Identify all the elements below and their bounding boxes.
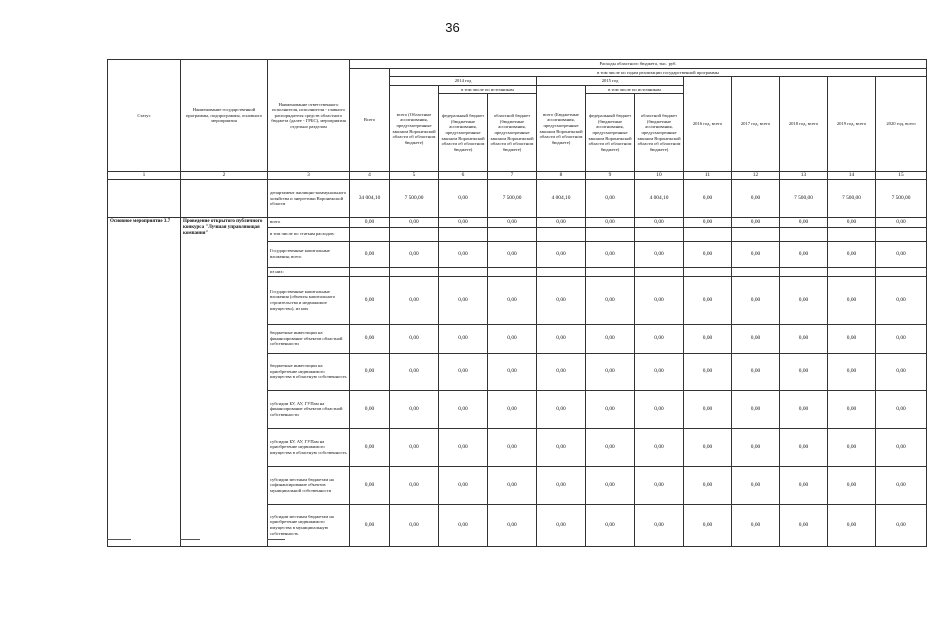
col-number: 3 — [268, 172, 350, 180]
row-label: субсидии местным бюджетам на софинансирование объектов муниципальной собственности — [268, 466, 350, 504]
row-value: 0,00 — [390, 217, 439, 227]
budget-table — [107, 59, 927, 547]
row-value: 0,00 — [350, 390, 390, 428]
carryover-value: 0,00 — [586, 179, 635, 217]
row-label: субсидии БУ, АУ, ГУПам на приобретение недвижимого имущества в областную собственность — [268, 428, 350, 466]
row-value: 0,00 — [876, 466, 927, 504]
row-value: 0,00 — [439, 353, 488, 390]
header-year-2015: 2015 год — [537, 77, 684, 86]
row-value: 0,00 — [876, 428, 927, 466]
row-value: 0,00 — [876, 324, 927, 353]
row-value: 0,00 — [537, 353, 586, 390]
row-value: 0,00 — [780, 241, 828, 267]
header-2014-federal: федеральный бюджет (бюджетные ассигнования, предусмотренные законом Воронежской области об областном бюджете) — [439, 94, 488, 172]
row-value: 0,00 — [876, 504, 927, 546]
row-value: 0,00 — [732, 353, 780, 390]
carryover-value: 7 500,00 — [390, 179, 439, 217]
carryover-value: 7 500,00 — [488, 179, 537, 217]
row-value: 0,00 — [390, 466, 439, 504]
row-value: 0,00 — [537, 276, 586, 324]
row-value: 0,00 — [780, 353, 828, 390]
row-value: 0,00 — [586, 353, 635, 390]
row-label: всего — [268, 217, 350, 227]
col-number: 9 — [586, 172, 635, 180]
carryover-value: 4 004,10 — [635, 179, 684, 217]
row-label: субсидии местным бюджетам на приобретение недвижимого имущества в муниципальную собственность — [268, 504, 350, 546]
carryover-label: департамент жилищно-коммунального хозяйства и энергетики Воронежской области — [268, 179, 350, 217]
header-2014-incl: в том числе по источникам — [439, 85, 537, 94]
row-value: 0,00 — [537, 504, 586, 546]
header-2015-incl: в том числе по источникам — [586, 85, 684, 94]
row-value: 0,00 — [488, 466, 537, 504]
row-value: 0,00 — [635, 390, 684, 428]
row-value: 0,00 — [684, 353, 732, 390]
row-value: 0,00 — [586, 466, 635, 504]
col-number: 11 — [684, 172, 732, 180]
row-value: 0,00 — [635, 353, 684, 390]
row-value: 0,00 — [390, 276, 439, 324]
col-number: 8 — [537, 172, 586, 180]
row-value: 0,00 — [780, 217, 828, 227]
row-value: 0,00 — [732, 241, 780, 267]
row-value: 0,00 — [828, 466, 876, 504]
row-value: 0,00 — [635, 466, 684, 504]
header-executor: Наименование ответственного исполнителя, исполнителя - главного распорядителя средств областного бюджета (далее - ГРБС), мероприятия отдельно разделам — [268, 60, 350, 172]
col-number: 4 — [350, 172, 390, 180]
row-value: 0,00 — [828, 324, 876, 353]
row-value: 0,00 — [537, 217, 586, 227]
row-value: 0,00 — [876, 217, 927, 227]
row-value: 0,00 — [350, 217, 390, 227]
row-value: 0,00 — [537, 428, 586, 466]
row-value: 0,00 — [732, 504, 780, 546]
row-value: 0,00 — [350, 241, 390, 267]
header-program-name: Наименование государственной программы, подпрограммы, основного мероприятия — [181, 60, 268, 172]
row-value: 0,00 — [828, 353, 876, 390]
page-number: 36 — [445, 20, 460, 35]
row-value: 0,00 — [828, 217, 876, 227]
row-value: 0,00 — [780, 466, 828, 504]
row-value: 0,00 — [780, 390, 828, 428]
row-value: 0,00 — [684, 466, 732, 504]
col-number: 1 — [108, 172, 181, 180]
row-value: 0,00 — [780, 504, 828, 546]
header-by-years: в том числе по годам реализации государственной программы — [390, 68, 927, 77]
row-value: 0,00 — [586, 428, 635, 466]
row-value: 0,00 — [732, 390, 780, 428]
row-value: 0,00 — [439, 466, 488, 504]
carryover-value: 0,00 — [439, 179, 488, 217]
row-value: 0,00 — [684, 504, 732, 546]
row-value: 0,00 — [439, 390, 488, 428]
row-label: Государственные капитальные вложения (объекты капитального строительства и недвижимое имущество), из них — [268, 276, 350, 324]
carryover-row — [108, 179, 927, 217]
row-label: из них: — [268, 267, 350, 276]
row-value: 0,00 — [439, 217, 488, 227]
row-value: 0,00 — [684, 276, 732, 324]
row-value: 0,00 — [635, 241, 684, 267]
row-value: 0,00 — [828, 428, 876, 466]
row-value: 0,00 — [732, 466, 780, 504]
row-value: 0,00 — [439, 428, 488, 466]
header-status: Статус — [108, 60, 181, 172]
row-value: 0,00 — [586, 241, 635, 267]
col-number: 15 — [876, 172, 927, 180]
col-number: 12 — [732, 172, 780, 180]
header-year-2020: 2020 год, всего — [876, 77, 927, 172]
col-number: 14 — [828, 172, 876, 180]
row-value: 0,00 — [488, 241, 537, 267]
row-label: бюджетные инвестиции на приобретение недвижимого имущества в областную собственность — [268, 353, 350, 390]
row-value: 0,00 — [684, 428, 732, 466]
row-value: 0,00 — [488, 324, 537, 353]
header-total: Всего — [350, 68, 390, 172]
header-year-2016: 2016 год, всего — [684, 77, 732, 172]
carryover-value: 7 500,00 — [876, 179, 927, 217]
carryover-value: 0,00 — [684, 179, 732, 217]
col-number: 7 — [488, 172, 537, 180]
page-bottom-marks — [107, 537, 876, 547]
carryover-value: 0,00 — [732, 179, 780, 217]
row-value: 0,00 — [876, 353, 927, 390]
row-value: 0,00 — [780, 428, 828, 466]
event-name: Проведение открытого публичного конкурса "Лучшая управляющая компания" — [181, 217, 268, 546]
col-number: 13 — [780, 172, 828, 180]
row-value: 0,00 — [635, 217, 684, 227]
row-value: 0,00 — [350, 324, 390, 353]
row-value: 0,00 — [828, 276, 876, 324]
row-value: 0,00 — [350, 428, 390, 466]
row-value: 0,00 — [876, 276, 927, 324]
col-number: 6 — [439, 172, 488, 180]
row-value: 0,00 — [635, 324, 684, 353]
table-row — [108, 217, 927, 227]
row-value: 0,00 — [350, 504, 390, 546]
row-value: 0,00 — [488, 390, 537, 428]
row-value: 0,00 — [586, 217, 635, 227]
row-value: 0,00 — [488, 504, 537, 546]
row-value: 0,00 — [488, 276, 537, 324]
row-label: субсидии БУ, АУ, ГУПам на финансирование объектов областной собственности — [268, 390, 350, 428]
header-2015-all: всего (Бюджетные ассигнования, предусмотренные законом Воронежской области об областном бюджете) — [537, 85, 586, 172]
row-value: 0,00 — [732, 428, 780, 466]
row-value: 0,00 — [350, 466, 390, 504]
row-value: 0,00 — [828, 241, 876, 267]
row-value: 0,00 — [390, 241, 439, 267]
row-value: 0,00 — [586, 390, 635, 428]
row-value: 0,00 — [439, 324, 488, 353]
header-year-2019: 2019 год, всего — [828, 77, 876, 172]
row-value: 0,00 — [876, 241, 927, 267]
col-number: 2 — [181, 172, 268, 180]
row-value: 0,00 — [684, 390, 732, 428]
row-value: 0,00 — [828, 504, 876, 546]
row-value: 0,00 — [488, 217, 537, 227]
header-year-2018: 2018 год, всего — [780, 77, 828, 172]
event-status: Основное мероприятие 3.7 — [108, 217, 181, 546]
row-value: 0,00 — [350, 276, 390, 324]
row-value: 0,00 — [586, 504, 635, 546]
row-value: 0,00 — [390, 390, 439, 428]
row-value: 0,00 — [439, 504, 488, 546]
row-value: 0,00 — [684, 241, 732, 267]
row-value: 0,00 — [537, 390, 586, 428]
row-value: 0,00 — [732, 217, 780, 227]
row-value: 0,00 — [732, 276, 780, 324]
row-value: 0,00 — [635, 276, 684, 324]
row-value: 0,00 — [586, 324, 635, 353]
row-value: 0,00 — [537, 241, 586, 267]
header-2015-regional: областной бюджет (бюджетные ассигнования, предусмотренные законом Воронежской области об областном бюджете) — [635, 94, 684, 172]
header-expenses-title: Расходы областного бюджета, тыс. руб. — [350, 60, 927, 69]
col-number: 10 — [635, 172, 684, 180]
row-value: 0,00 — [876, 390, 927, 428]
row-value: 0,00 — [537, 324, 586, 353]
row-label: в том числе по статьям расходов: — [268, 227, 350, 241]
row-value: 0,00 — [635, 504, 684, 546]
row-value: 0,00 — [684, 217, 732, 227]
row-value: 0,00 — [780, 324, 828, 353]
row-value: 0,00 — [828, 390, 876, 428]
row-value: 0,00 — [586, 276, 635, 324]
row-value: 0,00 — [780, 276, 828, 324]
carryover-value: 7 500,00 — [828, 179, 876, 217]
row-value: 0,00 — [390, 428, 439, 466]
carryover-value: 34 004,10 — [350, 179, 390, 217]
row-value: 0,00 — [537, 466, 586, 504]
row-label: бюджетные инвестиции на финансирование объектов областной собственности — [268, 324, 350, 353]
header-2014-all: всего (Областные ассигнования, предусмотренные законом Воронежской области об областном бюджете) — [390, 85, 439, 172]
row-value: 0,00 — [390, 504, 439, 546]
row-label: Государственные капитальные вложения, всего — [268, 241, 350, 267]
carryover-value: 4 004,10 — [537, 179, 586, 217]
row-value: 0,00 — [439, 276, 488, 324]
row-value: 0,00 — [350, 353, 390, 390]
row-value: 0,00 — [684, 324, 732, 353]
row-value: 0,00 — [732, 324, 780, 353]
row-value: 0,00 — [390, 353, 439, 390]
col-number: 5 — [390, 172, 439, 180]
header-year-2017: 2017 год, всего — [732, 77, 780, 172]
row-value: 0,00 — [488, 428, 537, 466]
carryover-value: 7 500,00 — [780, 179, 828, 217]
header-2014-regional: областной бюджет (бюджетные ассигнования, предусмотренные законом Воронежской области об областном бюджете) — [488, 94, 537, 172]
row-value: 0,00 — [488, 353, 537, 390]
row-value: 0,00 — [390, 324, 439, 353]
row-value: 0,00 — [439, 241, 488, 267]
header-2015-federal: федеральный бюджет (бюджетные ассигнования, предусмотренные законом Воронежской области об областном бюджете) — [586, 94, 635, 172]
header-year-2014: 2014 год — [390, 77, 537, 86]
row-value: 0,00 — [635, 428, 684, 466]
